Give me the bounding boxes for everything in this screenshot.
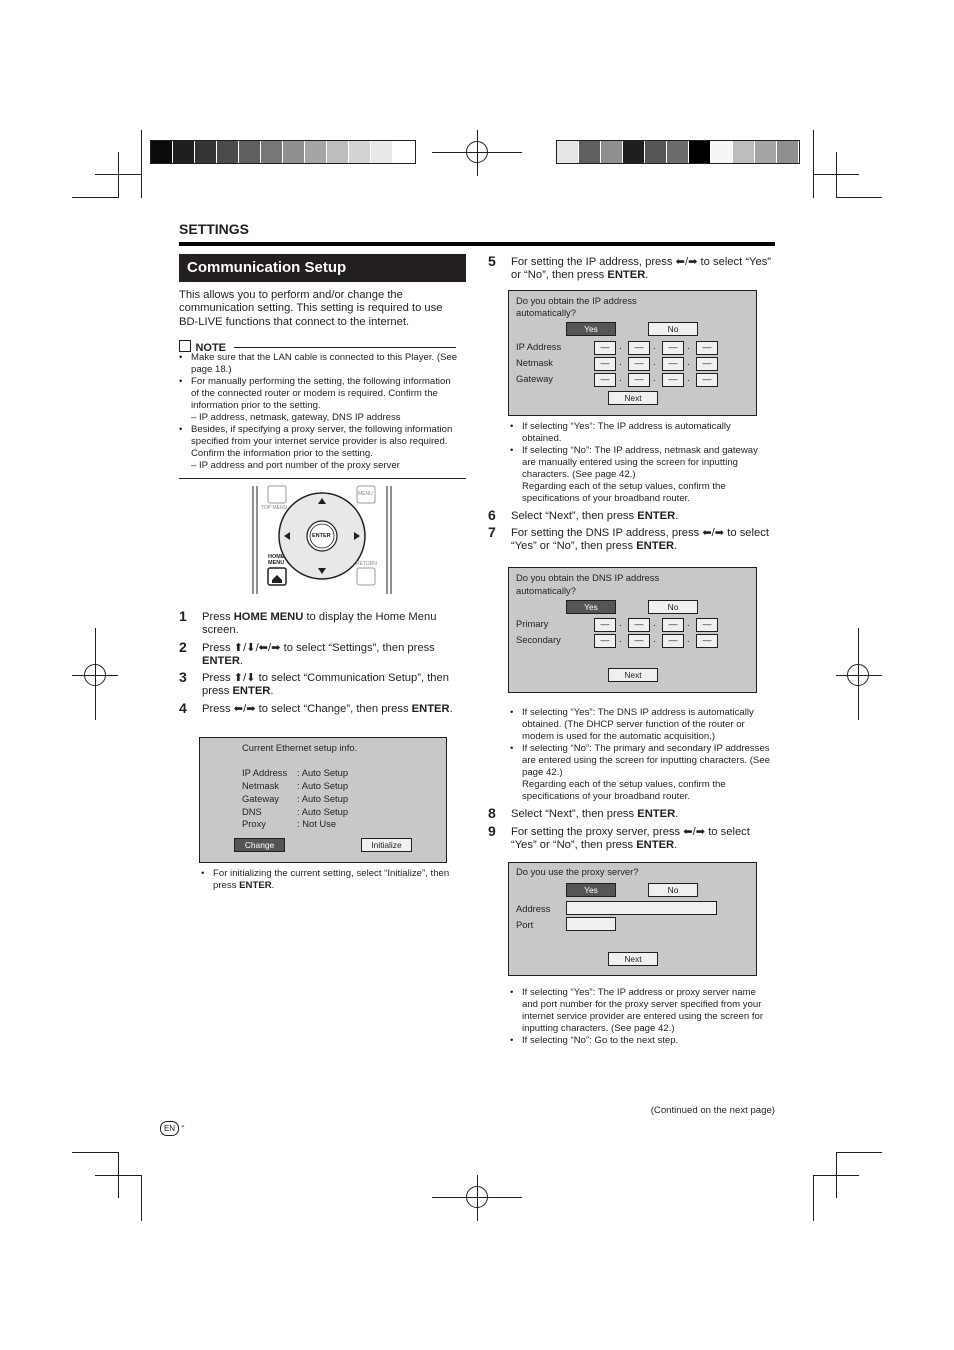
home-menu-label: MENU [268,560,285,566]
step-1-text: Press HOME MENU to display the Home Menu screen. [202,611,437,637]
no-button[interactable]: No [648,883,698,897]
row-value: : Auto Setup [297,793,349,804]
current-setup-screen [199,737,447,863]
registration-mark [466,1186,488,1208]
yes-button[interactable]: Yes [566,883,616,897]
list-item: • For manually performing the setting, the following information of the connected router or modem is required. Confirm the information prior to the setting. [179,376,461,412]
note-label: NOTE [195,342,227,354]
row-value: : Not Use [297,818,337,829]
step-6-text: Select “Next”, then press ENTER. [511,510,679,522]
step-number: 6 [488,507,496,523]
step-number: 3 [179,669,187,685]
row-value: : Auto Setup [297,780,349,791]
color-bar-left [150,140,416,164]
arrow-keys-icon: ⬆/⬇/⬅/➡ [233,642,281,654]
proxy-notes [510,987,772,1047]
netmask-octet-field[interactable]: — [628,357,650,371]
step-number: 2 [179,639,187,655]
ip-address-screen: Do you obtain the IP address automatically? Yes No IP Address — . — . — . — Netmask — . — . — . — Gateway — . — . — . — Next [508,290,757,416]
next-button[interactable]: Next [608,391,658,405]
registration-mark [84,664,106,686]
ip-octet-field[interactable]: — [696,341,718,355]
menu-label: MENU [358,491,373,497]
row-label: Primary [516,618,549,629]
change-button[interactable]: Change [234,838,285,852]
list-item: • If selecting “No”: Go to the next step. [510,1035,772,1047]
step-8-text: Select “Next”, then press ENTER. [511,808,679,820]
proxy-address-input[interactable] [566,901,717,915]
row-value: : Auto Setup [297,806,349,817]
primary-dns-octet-field[interactable]: — [594,618,616,632]
screen-title: Current Ethernet setup info. [242,742,358,753]
port-label: Port [516,919,534,930]
note-rule [179,478,466,479]
list-item: • If selecting “No”: The primary and secondary IP addresses are entered using the screen for inputting characters. (See page 42.) [510,743,776,779]
intro-text: This allows you to perform and/or change the communication setting. This setting is required to use BD-LIVE functions that connect to the internet. [179,289,443,328]
step-number: 9 [488,823,496,839]
continued-note: (Continued on the next page) [650,1105,775,1116]
gateway-octet-field[interactable]: — [594,373,616,387]
ip-octet-field[interactable]: — [628,341,650,355]
row-label: DNS [242,806,262,817]
list-sub-item: – IP address and port number of the proxy server [191,460,400,471]
step-9-text: For setting the proxy server, press ⬅/➡ to select “Yes” or “No”, then press ENTER. [511,826,750,852]
heading-rule [179,242,775,246]
gateway-octet-field[interactable]: — [662,373,684,387]
row-label: IP Address [516,341,562,352]
list-item-extra: Regarding each of the setup values, confirm the specifications of your broadband router. [522,481,726,504]
proxy-server-screen [508,862,757,976]
yes-button[interactable]: Yes [566,600,616,614]
screen-question: Do you use the proxy server? [516,866,639,877]
color-bar-right [556,140,800,164]
secondary-dns-octet-field[interactable]: — [662,634,684,648]
remote-graphic [251,484,393,596]
arrow-keys-icon: ⬅/➡ [683,826,706,838]
arrow-keys-icon: ⬆/⬇ [233,672,256,684]
row-label: IP Address [242,767,288,778]
arrow-keys-icon: ⬅/➡ [233,703,256,715]
row-label: Proxy [242,818,266,829]
ip-octet-field[interactable]: — [662,341,684,355]
step-5-text: For setting the IP address, press ⬅/➡ to select “Yes” or “No”, then press ENTER. [511,256,772,282]
registration-mark [466,141,488,163]
secondary-dns-octet-field[interactable]: — [628,634,650,648]
gateway-octet-field[interactable]: — [628,373,650,387]
language-label: EN [163,1124,176,1133]
arrow-keys-icon: ⬅/➡ [675,256,698,268]
page-number-dash: - [181,1120,185,1132]
ip-notes [510,421,772,505]
netmask-octet-field[interactable]: — [662,357,684,371]
no-button[interactable]: No [648,322,698,336]
list-item: • If selecting “Yes”: The IP address or proxy server name and port number for the proxy server specified from your internet service provider are entered using the screen for inputting characters. (See page 42.) [510,987,772,1035]
secondary-dns-octet-field[interactable]: — [594,634,616,648]
address-label: Address [516,903,551,914]
return-label: RETURN [356,561,377,567]
row-label: Netmask [242,780,279,791]
page-title: Communication Setup [179,254,466,282]
screen-question: automatically? [516,307,576,318]
gateway-octet-field[interactable]: — [696,373,718,387]
step-number: 7 [488,524,496,540]
primary-dns-octet-field[interactable]: — [628,618,650,632]
initialize-note: • For initializing the current setting, select “Initialize”, then press ENTER. [201,868,451,892]
step-number: 1 [179,608,187,624]
row-value: : Auto Setup [297,767,349,778]
arrow-keys-icon: ⬅/➡ [702,527,725,539]
list-item-extra: Regarding each of the setup values, confirm the specifications of your broadband router. [522,779,726,802]
row-label: Gateway [516,373,553,384]
list-item: • Make sure that the LAN cable is connected to this Player. (See page 18.) [179,352,461,376]
primary-dns-octet-field[interactable]: — [696,618,718,632]
dns-address-screen: Do you obtain the DNS IP address automatically? Yes No Primary — . — . — . — Secondary — . — . — . — Next [508,567,757,693]
step-number: 4 [179,700,187,716]
registration-mark [847,664,869,686]
yes-button[interactable]: Yes [566,322,616,336]
step-number: 5 [488,253,496,269]
remote-illustration [251,484,393,596]
next-button[interactable]: Next [608,952,658,966]
next-button[interactable]: Next [608,668,658,682]
netmask-octet-field[interactable]: — [696,357,718,371]
note-icon [179,340,191,352]
screen-question: Do you obtain the DNS IP address [516,572,660,583]
screen-question: Do you obtain the IP address [516,295,637,306]
no-button[interactable]: No [648,600,698,614]
step-2-text: Press ⬆/⬇/⬅/➡ to select “Settings”, then press ENTER. [202,642,435,668]
list-sub-item: – IP address, netmask, gateway, DNS IP address [191,412,401,423]
step-4-text: Press ⬅/➡ to select “Change”, then press ENTER. [202,703,453,715]
section-heading: SETTINGS [179,221,250,237]
step-7-text: For setting the DNS IP address, press ⬅/➡ to select “Yes” or “No”, then press ENTER. [511,527,769,553]
secondary-dns-octet-field[interactable]: — [696,634,718,648]
screen-question: automatically? [516,585,576,596]
netmask-octet-field[interactable]: — [594,357,616,371]
enter-button-label: ENTER [312,533,331,539]
list-item: • If selecting “Yes”: The DNS IP address is automatically obtained. (The DHCP server function of the router or modem is used for the automatic acquisition.) [510,707,776,743]
initialize-button[interactable]: Initialize [361,838,412,852]
list-item: • If selecting “No”: The IP address, netmask and gateway are manually entered using the screen for inputting characters. (See page 42.) [510,445,772,481]
top-menu-label: TOP MENU [261,505,288,511]
ip-octet-field[interactable]: — [594,341,616,355]
row-label: Secondary [516,634,561,645]
step-3-text: Press ⬆/⬇ to select “Communication Setup”, then press ENTER. [202,672,449,698]
list-item: • If selecting “Yes”: The IP address is automatically obtained. [510,421,772,445]
dns-notes [510,707,776,803]
note-list [179,352,461,472]
home-label: HOME [268,554,285,560]
step-number: 8 [488,805,496,821]
list-item: • Besides, if specifying a proxy server, the following information specified from your internet service provider is also required. Confirm the information prior to the setting. [179,424,461,460]
language-badge [160,1121,179,1136]
proxy-port-input[interactable] [566,917,616,931]
row-label: Netmask [516,357,553,368]
primary-dns-octet-field[interactable]: — [662,618,684,632]
row-label: Gateway [242,793,279,804]
